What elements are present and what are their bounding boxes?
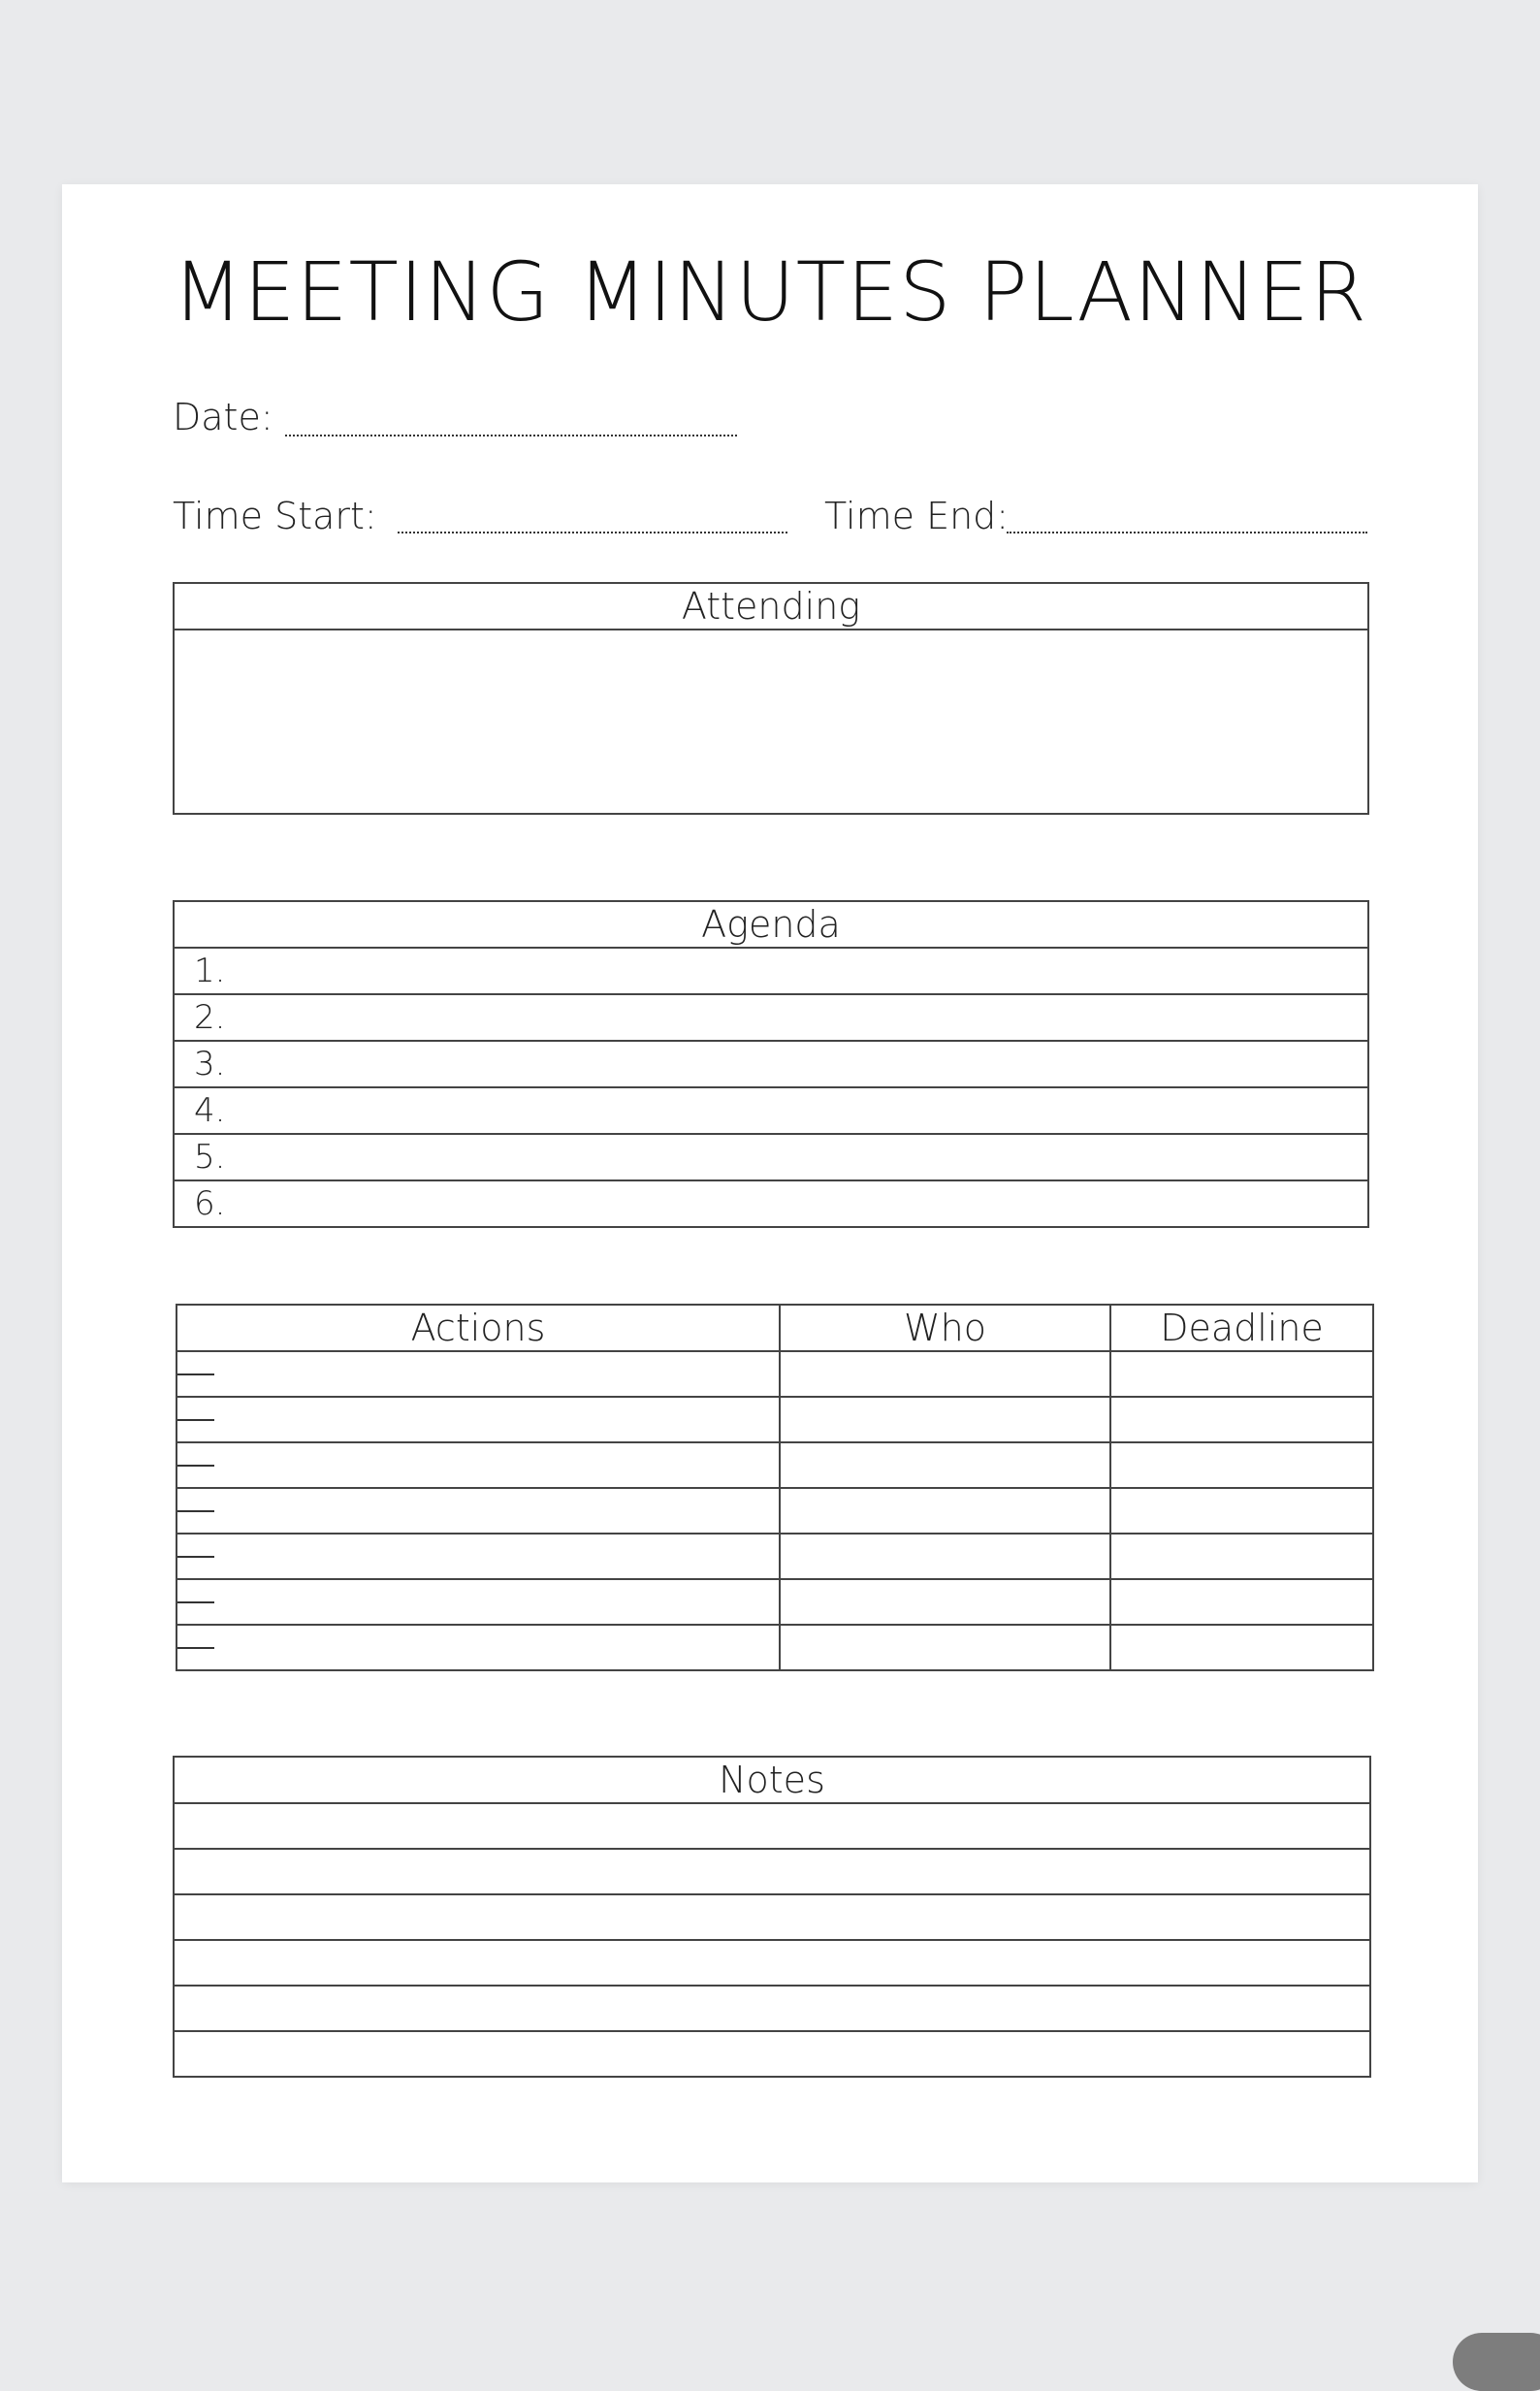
time-start-label: Time Start: bbox=[173, 495, 377, 537]
agenda-table bbox=[173, 900, 1369, 1228]
action-cell[interactable] bbox=[176, 1488, 780, 1534]
notes-header: Notes bbox=[174, 1757, 1370, 1803]
action-row bbox=[176, 1625, 1373, 1670]
action-row bbox=[176, 1442, 1373, 1488]
agenda-item[interactable]: 4. bbox=[174, 1087, 1368, 1134]
agenda-item[interactable]: 1. bbox=[174, 948, 1368, 994]
dash-mark bbox=[177, 1556, 214, 1558]
action-row bbox=[176, 1351, 1373, 1397]
notes-line[interactable] bbox=[174, 1803, 1370, 1849]
action-row bbox=[176, 1579, 1373, 1625]
action-row bbox=[176, 1488, 1373, 1534]
notes-line[interactable] bbox=[174, 1894, 1370, 1940]
time-start-field[interactable] bbox=[398, 532, 787, 533]
date-label: Date: bbox=[173, 396, 273, 438]
agenda-header: Agenda bbox=[174, 901, 1368, 948]
page-title: MEETING MINUTES PLANNER bbox=[172, 244, 1368, 339]
action-row bbox=[176, 1534, 1373, 1579]
deadline-cell[interactable] bbox=[1110, 1397, 1373, 1442]
action-cell[interactable] bbox=[176, 1625, 780, 1670]
action-cell[interactable] bbox=[176, 1534, 780, 1579]
actions-header: Actions bbox=[176, 1305, 780, 1351]
action-row bbox=[176, 1397, 1373, 1442]
deadline-cell[interactable] bbox=[1110, 1579, 1373, 1625]
planner-sheet bbox=[62, 184, 1478, 2182]
attending-table bbox=[173, 582, 1369, 815]
deadline-header: Deadline bbox=[1110, 1305, 1373, 1351]
time-end-label: Time End: bbox=[824, 495, 1010, 537]
who-header: Who bbox=[780, 1305, 1110, 1351]
action-cell[interactable] bbox=[176, 1442, 780, 1488]
dash-mark bbox=[177, 1465, 214, 1467]
dash-mark bbox=[177, 1647, 214, 1649]
who-cell[interactable] bbox=[780, 1351, 1110, 1397]
who-cell[interactable] bbox=[780, 1579, 1110, 1625]
who-cell[interactable] bbox=[780, 1534, 1110, 1579]
deadline-cell[interactable] bbox=[1110, 1534, 1373, 1579]
deadline-cell[interactable] bbox=[1110, 1488, 1373, 1534]
deadline-cell[interactable] bbox=[1110, 1442, 1373, 1488]
who-cell[interactable] bbox=[780, 1442, 1110, 1488]
who-cell[interactable] bbox=[780, 1488, 1110, 1534]
notes-line[interactable] bbox=[174, 1849, 1370, 1894]
notes-line[interactable] bbox=[174, 2031, 1370, 2077]
deadline-cell[interactable] bbox=[1110, 1351, 1373, 1397]
action-cell[interactable] bbox=[176, 1351, 780, 1397]
dash-mark bbox=[177, 1510, 214, 1512]
attending-header: Attending bbox=[174, 583, 1368, 630]
notes-line[interactable] bbox=[174, 1986, 1370, 2031]
time-end-field[interactable] bbox=[1007, 532, 1367, 533]
agenda-item[interactable]: 3. bbox=[174, 1041, 1368, 1087]
agenda-item[interactable]: 5. bbox=[174, 1134, 1368, 1180]
action-cell[interactable] bbox=[176, 1397, 780, 1442]
agenda-item[interactable]: 6. bbox=[174, 1180, 1368, 1227]
corner-handle bbox=[1453, 2333, 1540, 2391]
deadline-cell[interactable] bbox=[1110, 1625, 1373, 1670]
actions-table bbox=[176, 1304, 1374, 1671]
dash-mark bbox=[177, 1419, 214, 1421]
who-cell[interactable] bbox=[780, 1397, 1110, 1442]
dash-mark bbox=[177, 1373, 214, 1375]
action-cell[interactable] bbox=[176, 1579, 780, 1625]
dash-mark bbox=[177, 1601, 214, 1603]
notes-table bbox=[173, 1756, 1371, 2078]
agenda-item[interactable]: 2. bbox=[174, 994, 1368, 1041]
attending-area[interactable] bbox=[174, 630, 1368, 814]
notes-line[interactable] bbox=[174, 1940, 1370, 1986]
date-field[interactable] bbox=[285, 435, 737, 436]
who-cell[interactable] bbox=[780, 1625, 1110, 1670]
